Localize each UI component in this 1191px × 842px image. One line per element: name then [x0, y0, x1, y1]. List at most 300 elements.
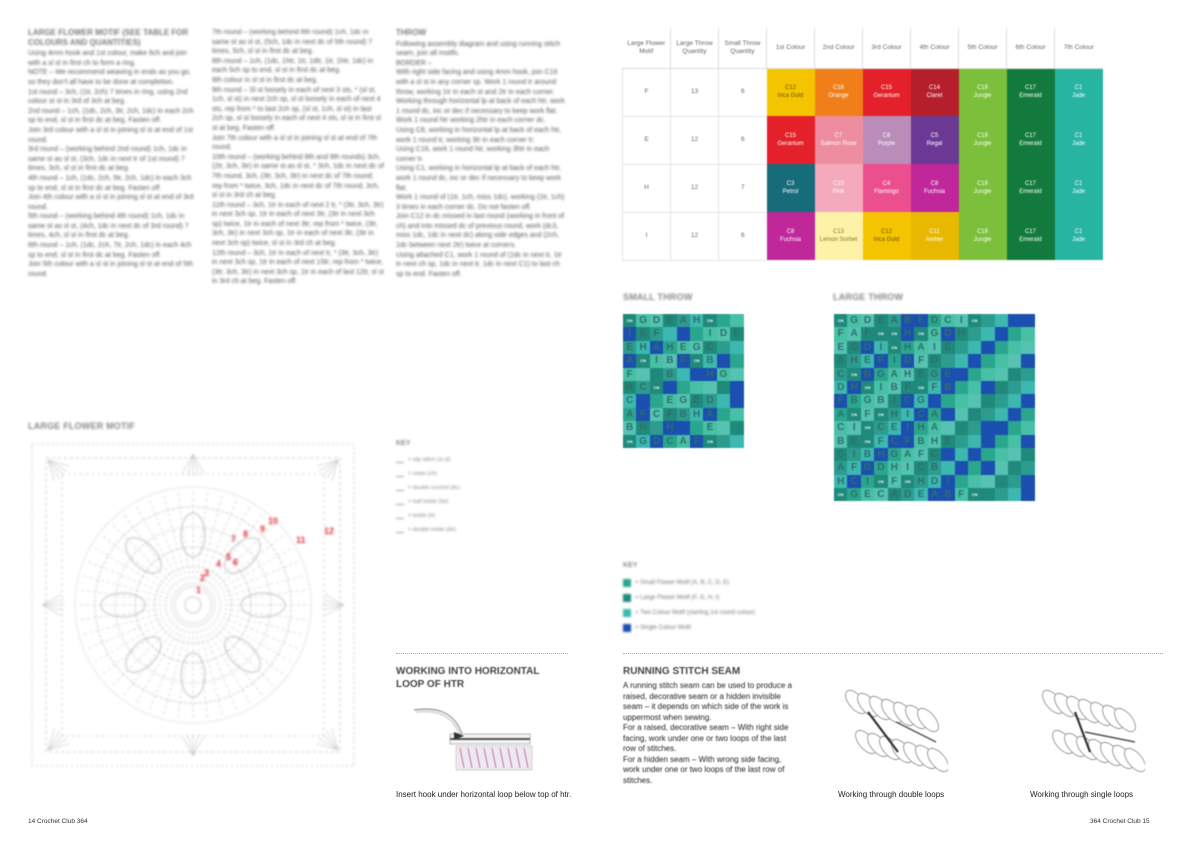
throw-grid-cell — [717, 394, 730, 407]
motif-spoke — [101, 534, 177, 592]
stitch-key-items — [396, 453, 516, 537]
throw-grid-cell: B — [677, 408, 690, 421]
throw-grid-cell: B — [623, 421, 636, 434]
throw-grid-cell — [995, 368, 1008, 381]
colour-table-cell-motif: F — [623, 68, 671, 116]
colour-table-cell-large: 13 — [671, 68, 719, 116]
throw-grid-cell: CN — [874, 327, 887, 340]
throw-grid-cell — [717, 354, 730, 367]
throw-grid-cell — [1008, 435, 1021, 448]
throw-grid-cell: D — [901, 354, 914, 367]
throw-grid-cell: C — [901, 394, 914, 407]
throw-grid-cell: G — [717, 368, 730, 381]
throw-grid-cell: CN — [888, 341, 901, 354]
htr-loop-illustration — [410, 702, 535, 780]
paragraph: Using C8, working in horizontal lp at back of each htr, work 1 round tr, working 3tr in each corner tr. — [396, 126, 561, 144]
throw-grid-cell: I — [901, 421, 914, 434]
stitch-symbol-icon — [396, 527, 404, 533]
throw-grid-cell: CN — [690, 354, 703, 367]
throw-grid-cell: F — [636, 408, 649, 421]
throw-grid-cell: H — [928, 435, 941, 448]
throw-grid-cell: CN — [623, 435, 636, 448]
throw-grid-cell — [981, 408, 994, 421]
throw-grid-cell — [981, 314, 994, 327]
colour-swatch — [911, 164, 959, 212]
throw-grid-cell: E — [914, 488, 927, 501]
colour-code: C17 — [1024, 133, 1036, 139]
small-throw-grid — [623, 314, 744, 448]
colour-table-row — [623, 164, 1103, 212]
throw-grid-cell: B — [663, 368, 676, 381]
throw-grid-cell: G — [847, 341, 860, 354]
colour-code: C5 — [930, 133, 939, 139]
paragraph: 7th round – (working behind 6th round) 1ch, 1dc in same st as sl st, (5ch, 1dc in next dc of 5th round) 7 times, 5ch, sl st in first dc at beg. — [212, 29, 373, 56]
throw-grid-cell — [995, 488, 1008, 501]
paragraph: Join 3rd colour with a sl st in joining sl st at end of 1st round. — [28, 126, 193, 144]
throw-grid-cell — [717, 314, 730, 327]
throw-grid-cell — [968, 408, 981, 421]
colour-name: Jade — [1071, 141, 1085, 147]
colour-table-row — [623, 116, 1103, 164]
colour-code: C15 — [784, 133, 796, 139]
throw-grid-cell: C — [874, 488, 887, 501]
left-col-2-body — [212, 28, 384, 287]
throw-grid-cell: H — [914, 475, 927, 488]
throw-grid-cell — [995, 408, 1008, 421]
motif-fan-line — [42, 600, 63, 605]
throw-grid-cell — [955, 435, 968, 448]
throw-grid-cell: H — [703, 368, 716, 381]
throw-grid-cell: C — [636, 381, 649, 394]
throw-grid-cell — [981, 421, 994, 434]
colour-swatch — [767, 116, 815, 164]
colour-swatch — [863, 164, 911, 212]
paragraph: 9th round – Sl st loosely in each of next 3 sts, * (sl st, 1ch, sl st) in next 2ch sp, sl st loosely in each of next 4 sts, rep from * to last 2ch sp, (sl st, 1ch, sl st) in last 2ch sp, sl st loosely in each of next 4 sts, sl st in first sl st at beg. Fasten off. — [212, 86, 381, 132]
throw-grid-cell — [717, 408, 730, 421]
throw-grid-cell: E — [834, 341, 847, 354]
motif-fan-line — [193, 735, 198, 756]
motif-round-number: 5 — [226, 552, 232, 562]
throw-grid-cell: F — [623, 368, 636, 381]
colour-name: Jungle — [973, 237, 992, 243]
colour-table-cell-large: 12 — [671, 164, 719, 212]
throw-grid-cell: A — [650, 341, 663, 354]
throw-grid-cell: C — [834, 368, 847, 381]
throw-grid-cell: E — [690, 394, 703, 407]
colour-table-cell-large: 12 — [671, 116, 719, 164]
throw-grid-cell — [717, 381, 730, 394]
colour-code: C10 — [832, 181, 844, 187]
throw-grid-cell: CN — [623, 314, 636, 327]
colour-name: Jungle — [973, 141, 992, 147]
throw-grid-cell: B — [861, 368, 874, 381]
grid-key-title: KEY — [623, 562, 638, 569]
throw-grid-cell: E — [861, 488, 874, 501]
motif-fan-line — [325, 594, 344, 605]
colour-swatch — [815, 212, 863, 260]
throw-grid-cell: F — [730, 327, 743, 340]
throw-grid-cell: H — [914, 421, 927, 434]
throw-grid-cell — [955, 354, 968, 367]
throw-grid-cell: H — [636, 341, 649, 354]
throw-grid-cell: B — [874, 394, 887, 407]
throw-grid-cell — [1008, 448, 1021, 461]
colour-code: C8 — [786, 229, 795, 235]
throw-grid-cell — [995, 394, 1008, 407]
throw-grid-cell — [981, 341, 994, 354]
throw-grid-cell: A — [914, 341, 927, 354]
throw-grid-cell: A — [928, 488, 941, 501]
grid-key-item — [623, 620, 923, 635]
throw-grid-cell: B — [928, 461, 941, 474]
throw-grid-cell — [663, 381, 676, 394]
colour-code: C18 — [976, 229, 988, 235]
throw-grid-cell: CN — [874, 475, 887, 488]
throw-grid-cell — [955, 341, 968, 354]
throw-grid-cell: A — [834, 354, 847, 367]
throw-grid-cell — [1021, 314, 1034, 327]
left-col-2 — [212, 28, 384, 287]
large-flower-motif-diagram — [28, 440, 358, 770]
throw-grid-cell — [730, 314, 743, 327]
colour-code: C8 — [930, 181, 939, 187]
colour-name: Emerald — [1019, 141, 1042, 147]
colour-swatch — [959, 116, 1007, 164]
large-throw-title: LARGE THROW — [833, 292, 904, 302]
throw-grid-cell — [677, 381, 690, 394]
paragraph: 8th round – 1ch, (1dc, 1htr, 1tr, 1dtr, 1tr, 1htr, 1dc) in each 5ch sp to end, sl st in first dc at beg. — [212, 57, 374, 75]
stitch-key-item — [396, 481, 516, 495]
throw-grid-cell: H — [874, 448, 887, 461]
colour-name: Salmon Rose — [820, 141, 857, 147]
throw-grid-cell: CN — [847, 408, 860, 421]
colour-code: C13 — [832, 229, 844, 235]
throw-grid-cell: D — [874, 461, 887, 474]
throw-grid-cell: C — [623, 394, 636, 407]
throw-grid-cell: G — [636, 314, 649, 327]
throw-grid-cell — [1021, 435, 1034, 448]
throw-grid-cell: CN — [914, 381, 927, 394]
grid-key-item — [623, 605, 923, 620]
throw-grid-cell: A — [834, 408, 847, 421]
throw-grid-cell — [703, 381, 716, 394]
colour-table-header-cell: 4th Colour — [911, 28, 959, 68]
throw-grid-cell: E — [703, 421, 716, 434]
colour-name: Flamingo — [874, 189, 899, 195]
left-divider — [396, 653, 568, 654]
grid-key-label: = Large Flower Motif (F, G, H, I) — [635, 594, 720, 601]
colour-swatch — [863, 116, 911, 164]
throw-grid-cell: I — [847, 421, 860, 434]
colour-table-header-cell: 2nd Colour — [815, 28, 863, 68]
colour-swatch — [911, 212, 959, 260]
throw-grid-cell: G — [677, 394, 690, 407]
colour-swatch — [959, 164, 1007, 212]
throw-grid-cell: D — [650, 314, 663, 327]
throw-grid-cell: E — [861, 354, 874, 367]
throw-grid-cell: B — [914, 435, 927, 448]
grid-key-label: = Two Colour Motif (starting 1st round colour) — [635, 609, 756, 616]
stitch-symbol-icon — [396, 471, 404, 477]
throw-grid-cell — [717, 421, 730, 434]
throw-grid-cell: C — [703, 341, 716, 354]
throw-grid-cell — [968, 421, 981, 434]
throw-grid-cell: C — [914, 408, 927, 421]
throw-grid-cell: H — [888, 408, 901, 421]
colour-code: C1 — [1074, 181, 1083, 187]
throw-grid-cell: I — [650, 354, 663, 367]
grid-key-items — [623, 575, 923, 635]
throw-grid-cell — [955, 461, 968, 474]
throw-grid-cell — [941, 394, 954, 407]
throw-grid-cell: CN — [968, 314, 981, 327]
paragraph: 11th round – 3ch, 1tr in each of next 2 tr, * (3tr, 3ch, 3tr) in next 3ch sp, 1tr in each of next 3tr, (3tr in next 3ch sp) twice, 1tr in each of next 3tr; rep from * twice, (3tr, 3ch, 3tr) in next 3ch sp, 1tr in each of next 3tr, (3tr in next 3ch sp) twice, sl st in 3rd ch at beg. — [212, 201, 384, 248]
motif-spoke — [78, 590, 173, 603]
throw-grid-cell: CN — [861, 421, 874, 434]
throw-grid-cell: D — [928, 475, 941, 488]
throw-grid-cell: C — [834, 448, 847, 461]
throw-grid-cell: I — [623, 327, 636, 340]
colour-name: Pink — [832, 189, 845, 195]
motif-spoke — [163, 624, 188, 717]
stitch-key-label: = double treble (dtr) — [408, 527, 457, 533]
throw-grid-cell: E — [941, 435, 954, 448]
paragraph: 6th round – 1ch, (1dc, 2ch, 7tr, 2ch, 1dc) in each 4ch sp to end, sl st in first dc at beg. Fasten off. — [28, 242, 192, 259]
stitch-key-label: = half treble (htr) — [408, 499, 449, 505]
throw-grid-cell: D — [861, 314, 874, 327]
colour-table-cell-small: 6 — [719, 212, 767, 260]
motif-spoke — [135, 505, 183, 588]
throw-grid-cell — [981, 354, 994, 367]
throw-grid-cell: H — [834, 475, 847, 488]
single-loops-caption: Working through single loops — [1030, 790, 1134, 799]
throw-grid-cell — [1021, 461, 1034, 474]
colour-code: C18 — [976, 181, 988, 187]
colour-table-cell-motif: H — [623, 164, 671, 212]
grid-key-label: = Small Flower Motif (A, B, C, D, E) — [635, 579, 730, 586]
throw-grid-cell — [690, 421, 703, 434]
throw-grid-cell: A — [847, 327, 860, 340]
colour-swatch — [815, 116, 863, 164]
throw-grid-cell — [968, 354, 981, 367]
throw-grid-cell — [981, 461, 994, 474]
throw-grid-cell: H — [901, 327, 914, 340]
throw-grid-cell: A — [928, 408, 941, 421]
colour-code: C17 — [1024, 85, 1036, 92]
throw-grid-cell: G — [914, 394, 927, 407]
throw-grid-cell: H — [847, 354, 860, 367]
throw-grid-cell: E — [677, 341, 690, 354]
throw-grid-cell: E — [888, 421, 901, 434]
throw-grid-cell — [1008, 368, 1021, 381]
throw-grid-cell — [677, 421, 690, 434]
throw-grid-cell — [663, 327, 676, 340]
colour-swatch — [1007, 212, 1055, 260]
throw-grid-cell — [717, 341, 730, 354]
left-col-3 — [396, 28, 568, 279]
stitch-symbol-icon — [396, 499, 404, 505]
motif-fan-line — [325, 605, 344, 616]
throw-grid-cell: C — [663, 435, 676, 448]
throw-grid-cell: H — [663, 341, 676, 354]
colour-name: Emerald — [1019, 93, 1042, 100]
stitch-key-item — [396, 453, 516, 467]
paragraph: Work 1 round htr working 2htr in each corner dc. — [396, 117, 546, 125]
throw-grid-cell: B — [834, 435, 847, 448]
throw-grid-cell: CN — [703, 435, 716, 448]
throw-grid-cell — [717, 435, 730, 448]
single-loops-illustration — [1035, 682, 1145, 782]
throw-grid-cell: F — [901, 435, 914, 448]
paragraph: NOTE – We recommend weaving in ends as you go, so they don't all have to be done at completion. — [28, 69, 191, 86]
paragraph: Join C12 in dc missed in last round (working in front of ch) and into missed dc of previous round, work (dc3, miss 1dc, 1dc in next dc) along side edges and (2ch, 1dc between next 2tr) twice at corners. — [396, 213, 565, 250]
colour-table-cell-large: 12 — [671, 212, 719, 260]
throw-grid-cell: I — [874, 381, 887, 394]
throw-grid-cell: CN — [914, 327, 927, 340]
throw-grid-cell: CN — [650, 381, 663, 394]
paragraph: 2nd round – 1ch, (1dc, 2ch, 3tr, 2ch, 1dc) in each 2ch sp to end, sl st in first dc at beg. Fasten off. — [28, 107, 194, 125]
right-footer: 364 Crochet Club 15 — [1090, 818, 1150, 825]
throw-grid-cell — [995, 421, 1008, 434]
colour-name: Jade — [1071, 189, 1085, 195]
colour-swatch — [1055, 212, 1103, 260]
colour-swatch — [959, 68, 1007, 116]
throw-grid-cell — [981, 368, 994, 381]
throw-grid-cell: H — [636, 421, 649, 434]
throw-grid-cell: CN — [874, 408, 887, 421]
colour-swatch — [815, 164, 863, 212]
motif-diagram-title: LARGE FLOWER MOTIF — [28, 421, 136, 431]
grid-key-swatch — [623, 609, 631, 617]
throw-grid-cell — [1021, 488, 1034, 501]
throw-grid-cell — [995, 461, 1008, 474]
throw-grid-cell — [1021, 341, 1034, 354]
throw-grid-cell — [1008, 394, 1021, 407]
throw-grid-cell — [955, 394, 968, 407]
stitch-key-label: = double crochet (dc) — [408, 485, 460, 491]
throw-grid-cell — [995, 435, 1008, 448]
throw-grid-cell: I — [901, 408, 914, 421]
throw-grid-cell — [955, 448, 968, 461]
throw-grid-cell — [1008, 381, 1021, 394]
motif-fan-line — [193, 454, 204, 473]
colour-swatch — [767, 212, 815, 260]
stitch-key-item — [396, 509, 516, 523]
motif-spoke — [78, 608, 173, 621]
running-stitch-paragraph: For a hidden seam – With wrong side facing, work under one or two loops of the last row of stitches. — [623, 754, 785, 785]
throw-grid-cell: C — [834, 421, 847, 434]
colour-table-row — [623, 212, 1103, 260]
throw-grid-cell: C — [650, 408, 663, 421]
throw-grid-cell: CN — [861, 381, 874, 394]
colour-swatch — [1055, 116, 1103, 164]
throw-grid-cell — [981, 394, 994, 407]
large-throw-grid — [834, 314, 1035, 501]
motif-round-number: 12 — [324, 526, 335, 536]
colour-swatch — [911, 116, 959, 164]
colour-swatch — [1055, 68, 1103, 116]
throw-grid-cell — [995, 327, 1008, 340]
colour-table-header-cell: 5th Colour — [959, 28, 1007, 68]
motif-fan-line — [193, 454, 198, 475]
throw-grid-cell: D — [834, 381, 847, 394]
paragraph: Using C16, work 1 round htr, working 3htr in each corner tr. — [396, 146, 550, 163]
throw-grid-cell: A — [677, 314, 690, 327]
motif-spoke — [111, 523, 179, 591]
small-throw-title: SMALL THROW — [623, 292, 693, 302]
paragraph: BORDER – — [396, 59, 432, 67]
colour-code: C4 — [882, 181, 891, 187]
throw-grid-cell — [955, 475, 968, 488]
colour-code: C17 — [1024, 229, 1036, 235]
throw-grid-cell: CN — [703, 314, 716, 327]
throw-grid-cell: G — [636, 435, 649, 448]
throw-grid-cell: F — [874, 435, 887, 448]
throw-grid-cell — [968, 327, 981, 340]
throw-grid-cell: H — [888, 461, 901, 474]
stitch-key-title: KEY — [396, 440, 411, 447]
stitch-key — [396, 440, 516, 537]
throw-grid-cell: F — [861, 327, 874, 340]
colour-name: Inca Gold — [873, 237, 900, 243]
colour-swatch — [767, 68, 815, 116]
throw-grid-cell: I — [888, 354, 901, 367]
throw-grid-cell — [968, 341, 981, 354]
throw-grid-cell: F — [955, 488, 968, 501]
throw-grid-cell: F — [690, 435, 703, 448]
colour-name: Fuchsia — [923, 189, 945, 195]
colour-name: Petrol — [782, 189, 799, 195]
grid-key-swatch — [623, 579, 631, 587]
grid-key-swatch — [623, 624, 631, 632]
colour-swatch — [1007, 164, 1055, 212]
motif-spoke — [212, 610, 305, 635]
throw-grid-cell: G — [861, 461, 874, 474]
running-stitch-body — [623, 681, 793, 786]
paragraph: Using C1, working in horizontal lp at back of each htr, work 1 round dc, inc or dec if necessary to keep work flat. — [396, 165, 561, 192]
motif-spoke — [203, 505, 251, 588]
throw-grid-cell — [941, 461, 954, 474]
throw-grid-cell — [981, 381, 994, 394]
throw-grid-cell: H — [955, 327, 968, 340]
paragraph: 10th round – (working behind 8th and 9th rounds) 3ch, (2tr, 3ch, 3tr) in same st as sl st, * 3ch, 1dc in next dc of 7th round, 3ch, (3tr, 3ch, 3tr) in next dc of 7th round; rep from * twice, 3ch, 1dc in next dc of 7th round, 3ch, sl st in 3rd ch at beg. — [212, 153, 384, 200]
throw-grid-cell: F — [861, 408, 874, 421]
throw-grid-cell: G — [847, 488, 860, 501]
left-col-1-heading: LARGE FLOWER MOTIF (SEE TABLE FOR COLOURS AND QUANTITIES) — [28, 28, 189, 47]
paragraph: 1st round – 3ch, (1tr, 2ch) 7 times in ring, using 2nd colour st st in 3rd of 3ch at beg. — [28, 88, 188, 106]
throw-grid-cell: I — [888, 394, 901, 407]
motif-spoke — [205, 621, 263, 697]
paragraph: Using attached C1, work 1 round of (1dc in next tr, 1tr in next ch sp, 1dc in next tr, 1dc in next C1) to last ch sp to end. Fasten off. — [396, 251, 562, 278]
throw-grid-cell: A — [834, 461, 847, 474]
throw-grid-cell — [1008, 408, 1021, 421]
throw-grid-cell: D — [928, 314, 941, 327]
throw-grid-cell: A — [888, 368, 901, 381]
colour-name: Claret — [926, 93, 943, 100]
throw-grid-cell: I — [874, 341, 887, 354]
colour-name: Jungle — [973, 93, 992, 100]
left-col-3-body — [396, 40, 568, 280]
colour-swatch — [767, 164, 815, 212]
throw-grid-cell — [941, 448, 954, 461]
colour-table-row — [623, 68, 1103, 116]
throw-grid-cell: G — [861, 394, 874, 407]
motif-round-number: 7 — [231, 534, 237, 544]
motif-spoke — [111, 619, 179, 687]
paragraph: 4th round – 1ch, (1dc, 2ch, 5tr, 2ch, 1dc) in each 3ch sp to end, sl st in first dc at beg. Fasten off. — [28, 174, 192, 192]
throw-grid-cell: H — [901, 368, 914, 381]
throw-grid-cell — [730, 394, 743, 407]
